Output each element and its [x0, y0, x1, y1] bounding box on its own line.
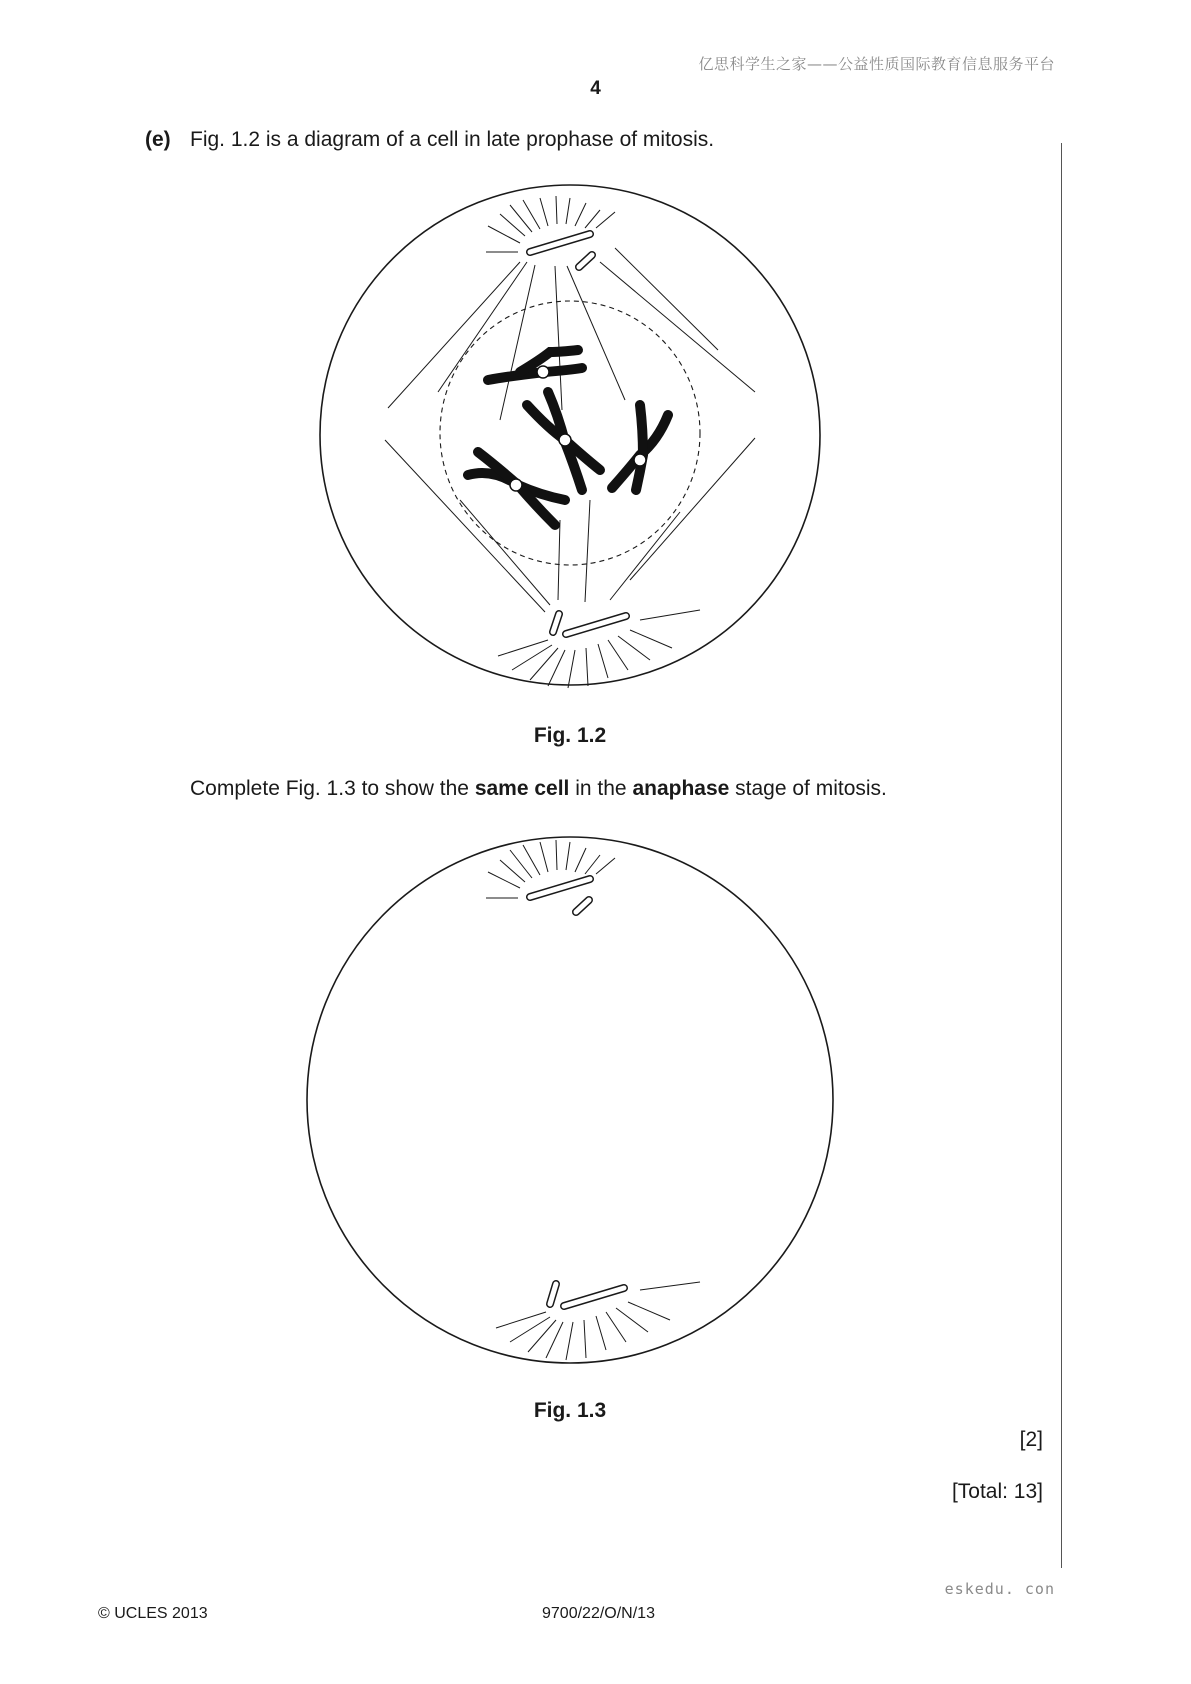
fig-1-3-cell-diagram[interactable] — [0, 820, 1191, 1380]
header-watermark: 亿思科学生之家——公益性质国际教育信息服务平台 — [698, 55, 1055, 73]
margin-line — [1061, 143, 1062, 1568]
question-label: (e) — [145, 128, 171, 151]
instruction-part: in the — [569, 777, 633, 800]
centriole-bottom — [550, 1284, 624, 1306]
centriole-bottom — [553, 614, 626, 634]
cell-membrane-blank — [307, 837, 833, 1363]
instruction-bold-anaphase: anaphase — [632, 777, 730, 800]
chromosome-3 — [612, 405, 668, 490]
fig-1-3-caption: Fig. 1.3 — [533, 1399, 607, 1422]
footer-copyright: © UCLES 2013 — [98, 1605, 208, 1622]
instruction-part: stage of mitosis. — [729, 777, 887, 800]
spindle-fibres-top — [388, 248, 755, 420]
centriole-top — [530, 879, 590, 912]
cell-membrane — [320, 185, 820, 685]
instruction-part: Complete Fig. 1.3 to show the — [190, 777, 475, 800]
chromosome-1 — [488, 350, 582, 380]
marks-total: [Total: 13] — [951, 1480, 1043, 1503]
footer-watermark: eskedu. con — [944, 1580, 1055, 1598]
question-instruction — [190, 777, 887, 801]
page-number: 4 — [590, 78, 601, 99]
footer-paper-code: 9700/22/O/N/13 — [542, 1605, 655, 1622]
question-text: Fig. 1.2 is a diagram of a cell in late prophase of mitosis. — [190, 128, 715, 151]
marks-part: [2] — [1019, 1428, 1043, 1451]
fig-1-2-cell-diagram — [0, 0, 1191, 700]
fig-1-2-caption: Fig. 1.2 — [533, 724, 607, 747]
centriole-top — [530, 234, 592, 267]
instruction-bold-same-cell: same cell — [474, 777, 570, 800]
